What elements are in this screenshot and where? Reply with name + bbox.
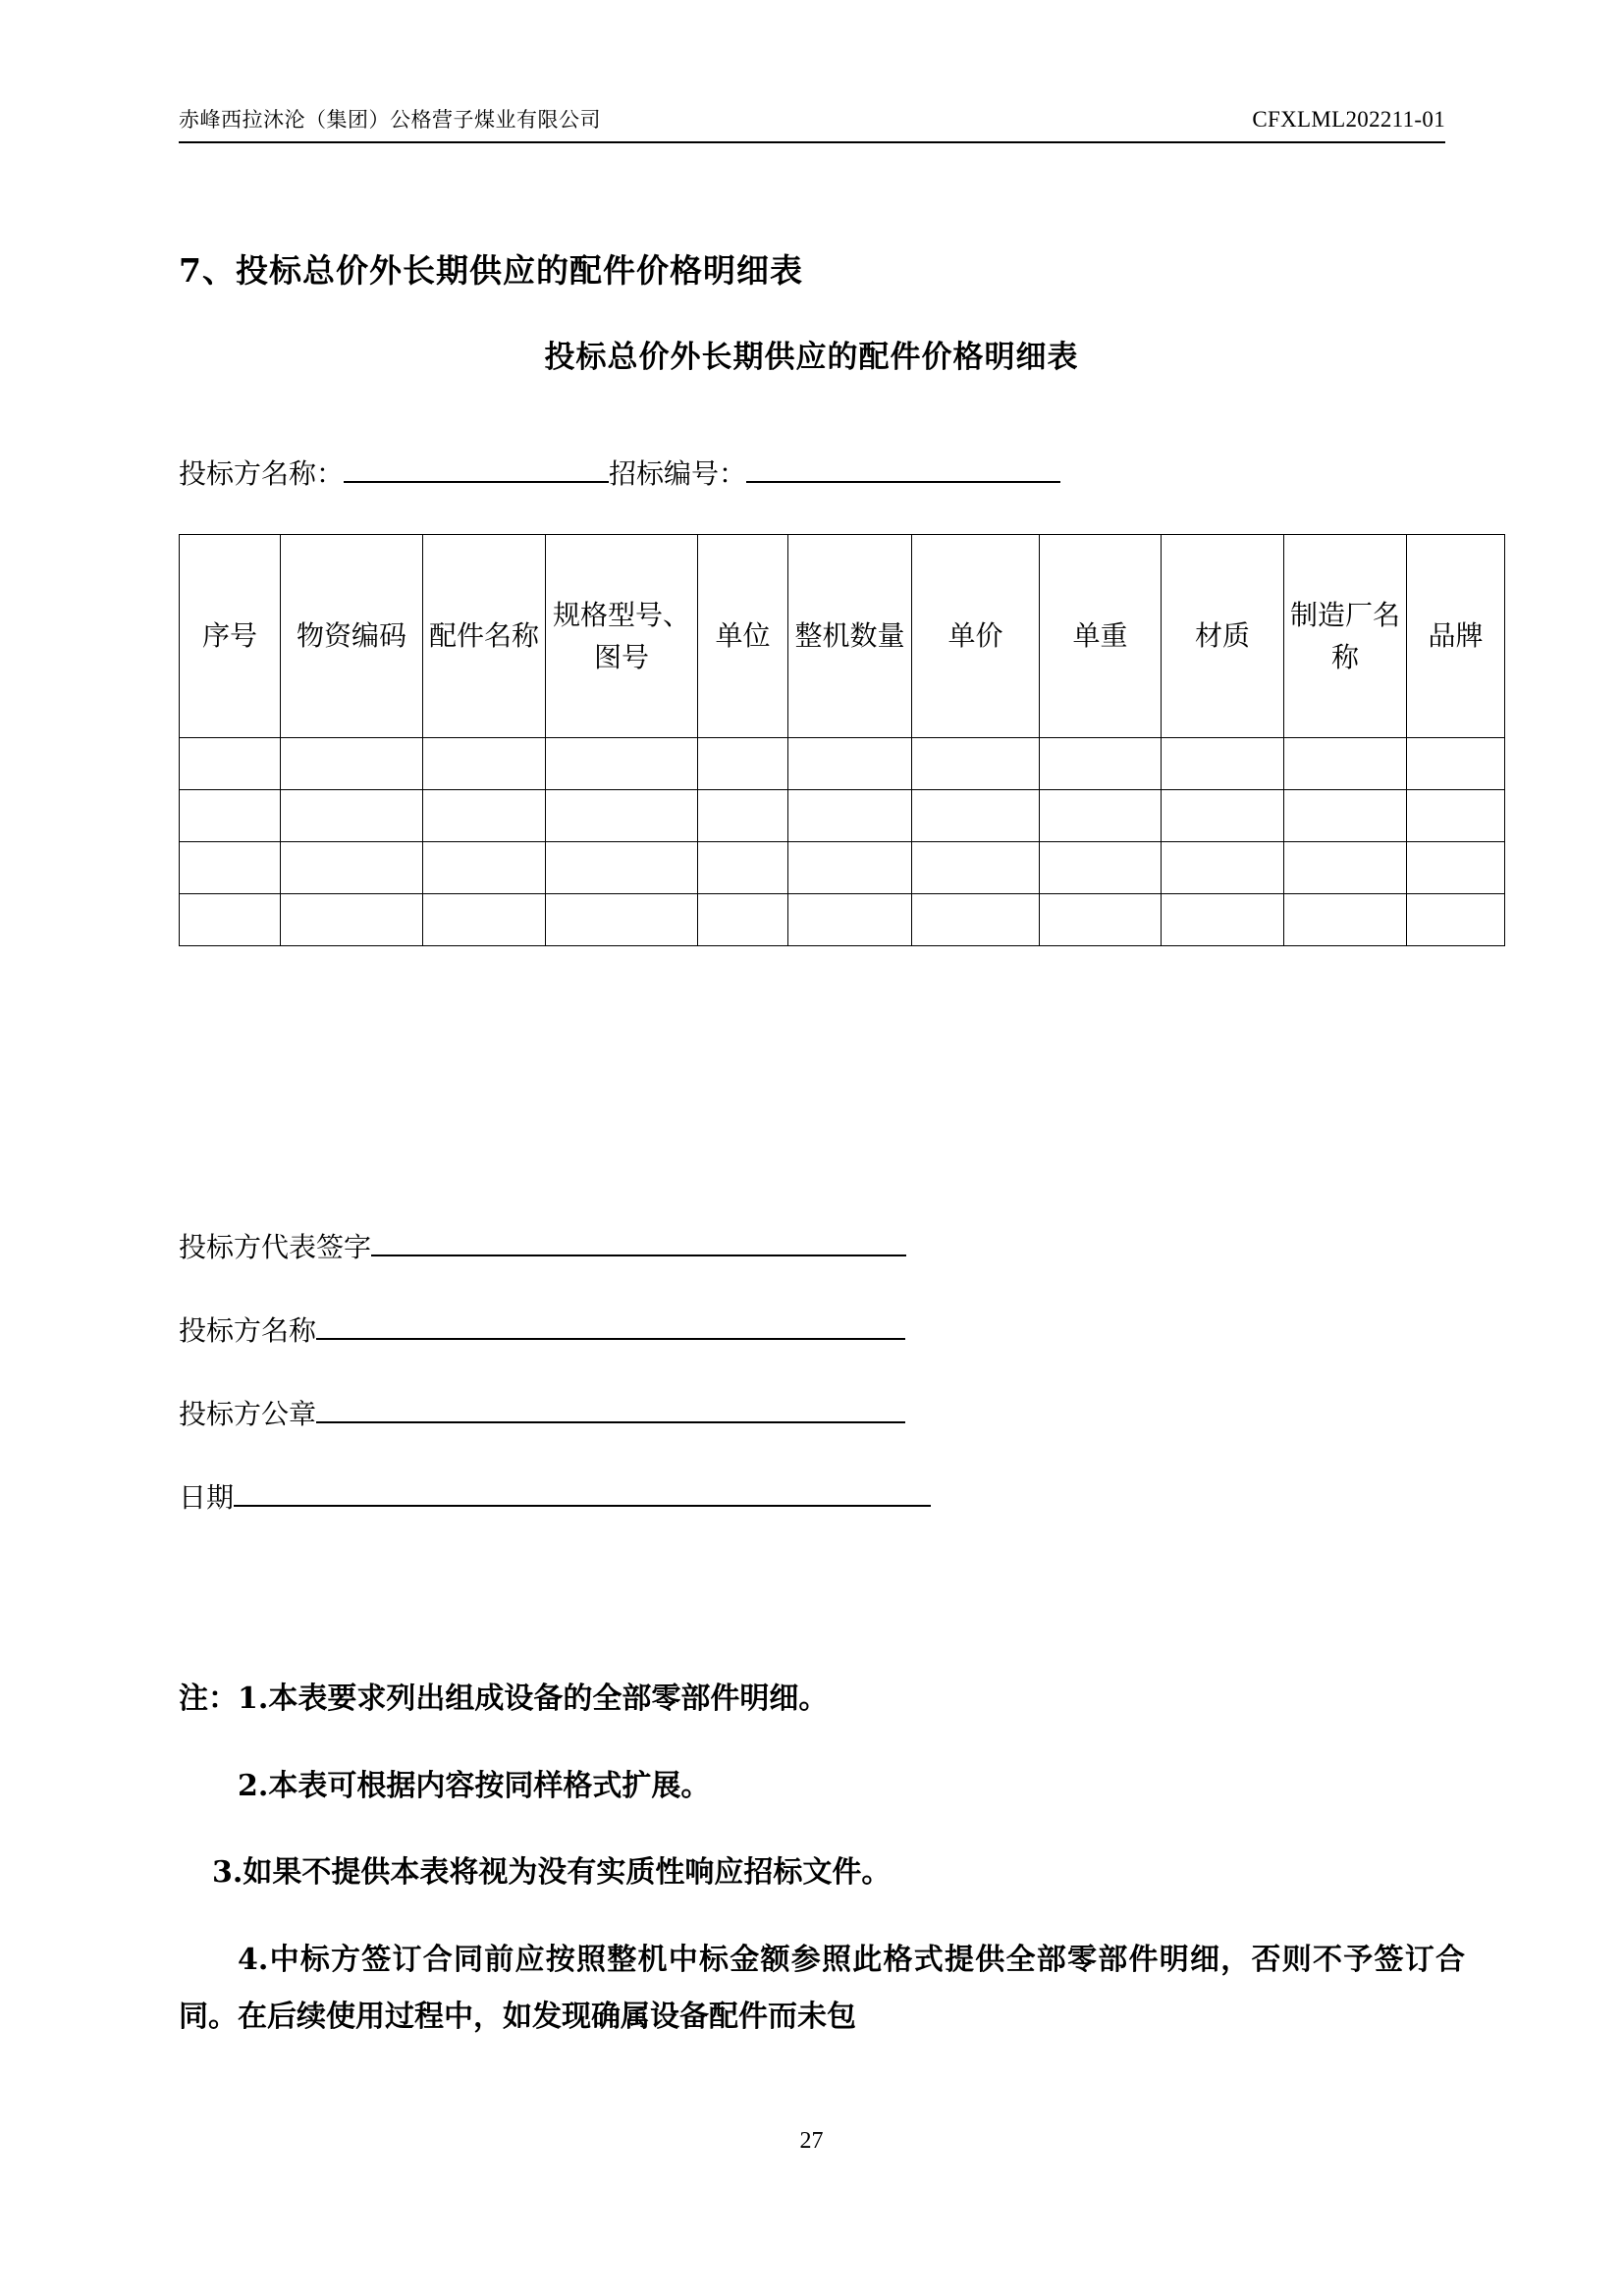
table-cell[interactable] <box>788 894 912 946</box>
header-divider-rule <box>179 141 1445 143</box>
bidder-name-input[interactable] <box>344 452 609 483</box>
table-cell[interactable] <box>423 790 546 842</box>
column-header-machine-quantity: 整机数量 <box>788 535 912 738</box>
rep-signature-input[interactable] <box>371 1225 906 1256</box>
table-cell[interactable] <box>546 842 698 894</box>
bidder-seal-label: 投标方公章 <box>179 1398 317 1430</box>
table-cell[interactable] <box>281 842 423 894</box>
note-item-2: 2.本表可根据内容按同样格式扩展。 <box>238 1768 711 1803</box>
table-cell[interactable] <box>698 894 788 946</box>
bidder-seal-input[interactable] <box>316 1392 905 1423</box>
table-cell[interactable] <box>180 790 281 842</box>
table-cell[interactable] <box>281 894 423 946</box>
table-cell[interactable] <box>1284 790 1407 842</box>
table-header-row <box>180 535 1505 738</box>
table-cell[interactable] <box>180 894 281 946</box>
section-heading: 7、投标总价外长期供应的配件价格明细表 <box>179 251 803 290</box>
date-input[interactable] <box>234 1475 931 1507</box>
signature-row-bidder-name <box>179 1308 1455 1349</box>
column-header-unit-price: 单价 <box>912 535 1040 738</box>
note-item-1: 注：1.本表要求列出组成设备的全部零部件明细。 <box>179 1682 829 1716</box>
table-cell[interactable] <box>1407 738 1505 790</box>
parts-price-table <box>179 534 1505 946</box>
table-cell[interactable] <box>788 738 912 790</box>
running-header <box>179 106 1445 133</box>
table-row <box>180 738 1505 790</box>
table-cell[interactable] <box>546 738 698 790</box>
column-header-unit: 单位 <box>698 535 788 738</box>
table-row <box>180 894 1505 946</box>
table-cell[interactable] <box>698 738 788 790</box>
page-title: 投标总价外长期供应的配件价格明细表 <box>544 340 1079 375</box>
table-cell[interactable] <box>912 894 1040 946</box>
table-cell[interactable] <box>1407 790 1505 842</box>
table-cell[interactable] <box>788 842 912 894</box>
table-cell[interactable] <box>788 790 912 842</box>
signature-row-representative <box>179 1225 1455 1265</box>
column-header-spec-model: 规格型号、图号 <box>546 535 698 738</box>
table-cell[interactable] <box>546 790 698 842</box>
bidder-name-sig-label: 投标方名称 <box>179 1314 317 1347</box>
signature-block <box>179 1225 1455 1559</box>
column-header-unit-weight: 单重 <box>1040 535 1162 738</box>
bidder-name-label: 投标方名称： <box>179 457 345 490</box>
column-header-material: 材质 <box>1162 535 1284 738</box>
column-header-brand: 品牌 <box>1407 535 1505 738</box>
table-cell[interactable] <box>1407 894 1505 946</box>
table-cell[interactable] <box>281 790 423 842</box>
table-cell[interactable] <box>1284 738 1407 790</box>
table-cell[interactable] <box>1040 790 1162 842</box>
header-document-code: CFXLML202211-01 <box>1252 107 1445 132</box>
column-header-manufacturer: 制造厂名称 <box>1284 535 1407 738</box>
column-header-part-name: 配件名称 <box>423 535 546 738</box>
signature-row-bidder-seal <box>179 1392 1455 1432</box>
table-cell[interactable] <box>1040 738 1162 790</box>
table-cell[interactable] <box>1284 894 1407 946</box>
note-item-3: 3.如果不提供本表将视为没有实质性响应招标文件。 <box>212 1855 892 1890</box>
table-cell[interactable] <box>180 738 281 790</box>
table-cell[interactable] <box>1284 842 1407 894</box>
table-cell[interactable] <box>423 842 546 894</box>
tender-number-input[interactable] <box>746 452 1060 483</box>
table-cell[interactable] <box>1162 842 1284 894</box>
bidder-name-sig-input[interactable] <box>316 1308 905 1340</box>
table-row <box>180 790 1505 842</box>
table-cell[interactable] <box>180 842 281 894</box>
table-cell[interactable] <box>912 842 1040 894</box>
table-cell[interactable] <box>698 842 788 894</box>
table-cell[interactable] <box>546 894 698 946</box>
tender-number-label: 招标编号： <box>609 457 747 490</box>
table-row <box>180 842 1505 894</box>
column-header-serial: 序号 <box>180 535 281 738</box>
table-cell[interactable] <box>1162 790 1284 842</box>
table-cell[interactable] <box>1040 842 1162 894</box>
notes-block <box>179 1641 1465 2076</box>
table-cell[interactable] <box>1407 842 1505 894</box>
table-cell[interactable] <box>1162 894 1284 946</box>
table-cell[interactable] <box>281 738 423 790</box>
header-company-name: 赤峰西拉沐沦（集团）公格营子煤业有限公司 <box>179 108 601 133</box>
column-header-material-code: 物资编码 <box>281 535 423 738</box>
table-cell[interactable] <box>912 790 1040 842</box>
table-cell[interactable] <box>912 738 1040 790</box>
table-cell[interactable] <box>423 738 546 790</box>
note-item-4: 4.中标方签订合同前应按照整机中标金额参照此格式提供全部零部件明细，否则不予签订合同。在后续使用过程中，如发现确属设备配件而未包 <box>179 1942 1465 2034</box>
signature-row-date <box>179 1475 1455 1516</box>
table-cell[interactable] <box>698 790 788 842</box>
table-cell[interactable] <box>1162 738 1284 790</box>
table-cell[interactable] <box>1040 894 1162 946</box>
table-cell[interactable] <box>423 894 546 946</box>
date-label: 日期 <box>179 1481 235 1514</box>
rep-signature-label: 投标方代表签字 <box>179 1231 372 1263</box>
page-number: 27 <box>799 2128 824 2154</box>
bidder-info-line <box>179 452 1455 492</box>
